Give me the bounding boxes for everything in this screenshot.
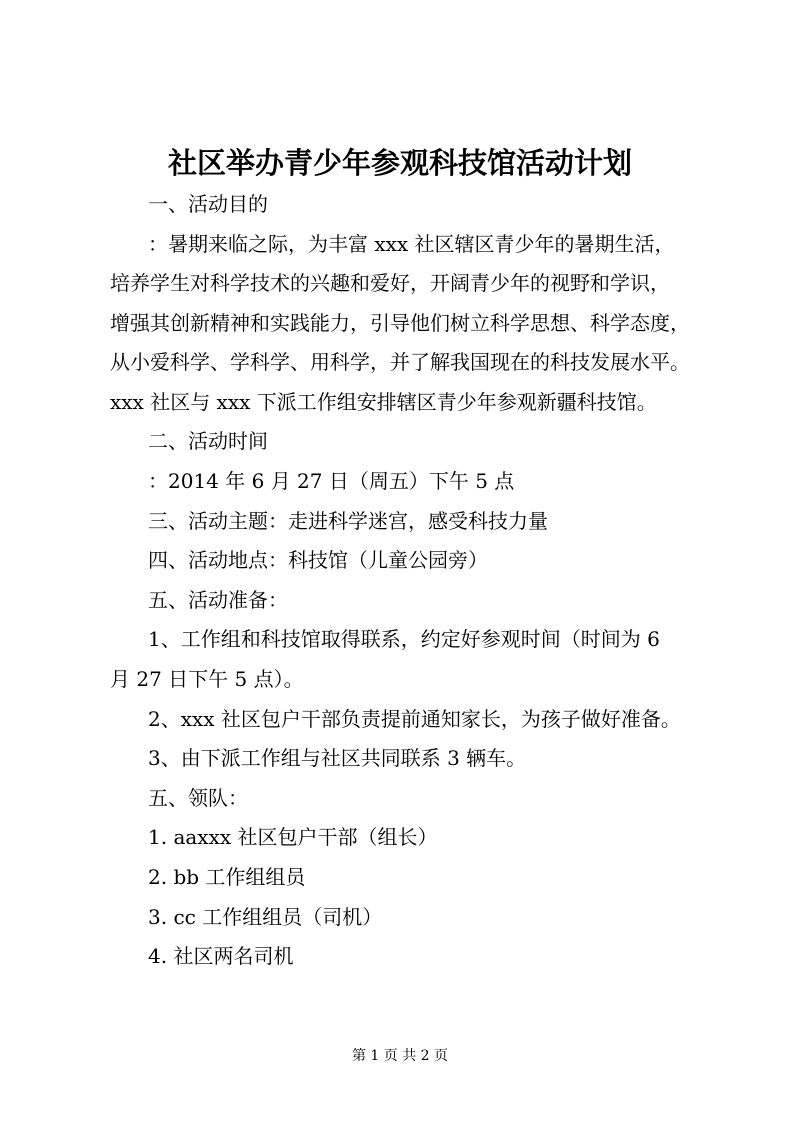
leader-item: 1. aaxxx 社区包户干部（组长）: [148, 825, 438, 849]
section-heading-time: 二、活动时间: [148, 429, 268, 453]
section-location: 四、活动地点：科技馆（儿童公园旁）: [148, 548, 488, 572]
section-theme: 三、活动主题：走进科学迷宫，感受科技力量: [148, 509, 548, 533]
paragraph-line: ：暑期来临之际，为丰富 xxx 社区辖区青少年的暑期生活，: [148, 232, 675, 256]
document-title: 社区举办青少年参观科技馆活动计划: [167, 146, 632, 180]
leader-item: 4. 社区两名司机: [148, 944, 294, 968]
page-number-footer: 第 1 页 共 2 页: [351, 1048, 449, 1064]
paragraph-line: xxx 社区与 xxx 下派工作组安排辖区青少年参观新疆科技馆。: [110, 390, 657, 414]
preparation-item: 2、xxx 社区包户干部负责提前通知家长，为孩子做好准备。: [148, 707, 681, 731]
leader-item: 3. cc 工作组组员（司机）: [148, 905, 383, 929]
section-heading-leaders: 五、领队：: [148, 786, 248, 810]
paragraph-line: 从小爱科学、学科学、用科学，并了解我国现在的科技发展水平。: [110, 350, 690, 374]
paragraph-line: 增强其创新精神和实践能力，引导他们树立科学思想、科学态度，: [110, 311, 690, 335]
paragraph-line: 培养学生对科学技术的兴趣和爱好，开阔青少年的视野和学识，: [110, 271, 670, 295]
section-heading-preparation: 五、活动准备：: [148, 588, 288, 612]
preparation-item: 1、工作组和科技馆取得联系，约定好参观时间（时间为 6: [148, 627, 660, 651]
preparation-item: 3、由下派工作组与社区共同联系 3 辆车。: [148, 746, 527, 770]
time-detail: ：2014 年 6 月 27 日（周五）下午 5 点: [148, 469, 515, 493]
leader-item: 2. bb 工作组组员: [148, 865, 306, 889]
preparation-item-continuation: 月 27 日下午 5 点）。: [110, 667, 304, 691]
section-heading-purpose: 一、活动目的: [148, 192, 268, 216]
